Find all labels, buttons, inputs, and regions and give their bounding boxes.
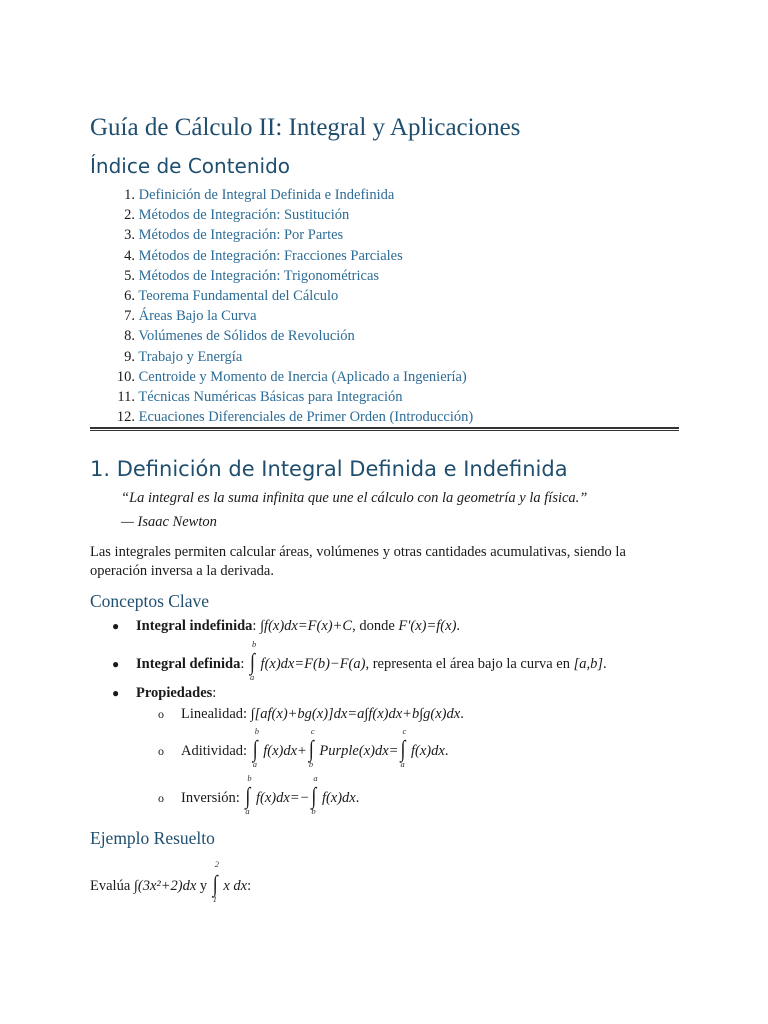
toc-link[interactable]: Métodos de Integración: Por Partes xyxy=(138,227,344,244)
toc-link[interactable]: Centroide y Momento de Inercia (Aplicado a Ingeniería) xyxy=(138,368,467,385)
integral-sign: b ∫ a xyxy=(245,773,252,816)
toc-item xyxy=(90,367,680,387)
toc-link[interactable]: Áreas Bajo la Curva xyxy=(138,308,257,325)
property-linearity: o Linealidad: ∫[af(x)+bg(x)]dx=a∫f(x)dx+b∫g(x)dx. xyxy=(158,706,464,722)
toc-item xyxy=(90,266,680,286)
toc-number: 12. xyxy=(116,409,135,426)
section-divider xyxy=(90,427,679,431)
toc-item xyxy=(90,306,680,326)
text: Evalúa xyxy=(90,878,134,894)
toc-item xyxy=(90,286,680,306)
formula: [a,b] xyxy=(573,656,603,672)
example-heading: Ejemplo Resuelto xyxy=(90,828,215,848)
toc-item xyxy=(90,205,680,225)
toc-number: 8. xyxy=(124,328,135,345)
text: , representa el área bajo la curva en xyxy=(365,656,574,672)
concepts-heading: Conceptos Clave xyxy=(90,591,210,611)
text: y xyxy=(196,878,211,894)
formula: ∫[af(x)+bg(x)]dx=a∫f(x)dx+b∫g(x)dx xyxy=(250,706,461,722)
integral-sign: c ∫ a xyxy=(400,726,407,769)
toc-item xyxy=(90,326,680,346)
intro-paragraph: Las integrales permiten calcular áreas, volúmenes y otras cantidades acumulativas, siendo la operación inversa a la derivada. xyxy=(90,544,626,579)
section-heading: 1. Definición de Integral Definida e Indefinida xyxy=(90,457,568,481)
formula: f(x)dx+ xyxy=(263,743,307,759)
toc-item xyxy=(90,407,680,427)
toc-number: 7. xyxy=(124,308,135,325)
toc-item xyxy=(90,347,680,367)
toc-item xyxy=(90,387,680,407)
term-label: Integral indefinida xyxy=(136,618,253,634)
text: , donde xyxy=(352,618,399,634)
toc-link[interactable]: Ecuaciones Diferenciales de Primer Orden (Introducción) xyxy=(138,409,474,426)
toc-link[interactable]: Técnicas Numéricas Básicas para Integración xyxy=(138,388,403,405)
toc-link[interactable]: Volúmenes de Sólidos de Revolución xyxy=(138,328,355,345)
toc-link[interactable]: Teorema Fundamental del Cálculo xyxy=(138,287,339,304)
formula: ∫f(x)dx=F(x)+C xyxy=(260,618,353,634)
toc-link[interactable]: Métodos de Integración: Sustitución xyxy=(138,207,350,224)
toc-item xyxy=(90,246,680,266)
circle-bullet-icon: o xyxy=(158,791,164,805)
property-inversion: o Inversión: b ∫ a f(x)dx=− a ∫ b f(x)dx. xyxy=(158,773,360,816)
text: : xyxy=(247,878,252,894)
quote-author: — Isaac Newton xyxy=(121,514,217,530)
toc-number: 3. xyxy=(124,227,135,244)
formula: Purple(x)dx= xyxy=(319,743,399,759)
toc-number: 1. xyxy=(124,187,135,203)
integral-sign: a ∫ b xyxy=(311,773,318,816)
property-label: Aditividad: xyxy=(181,743,251,759)
bullet-dot-icon: ● xyxy=(112,686,120,700)
integral-sign: c ∫ b xyxy=(308,726,315,769)
toc-item xyxy=(90,225,680,245)
toc-number: 11. xyxy=(117,388,135,405)
toc-heading: Índice de Contenido xyxy=(90,154,291,178)
bullet-dot-icon: ● xyxy=(112,619,120,633)
example-statement xyxy=(90,859,252,904)
circle-bullet-icon: o xyxy=(158,707,164,721)
toc-number: 6. xyxy=(124,287,135,304)
integral-sign: 2 ∫ 1 xyxy=(212,859,220,904)
toc-link[interactable]: Trabajo y Energía xyxy=(138,348,243,365)
property-label: Linealidad: xyxy=(181,706,251,722)
page-title: Guía de Cálculo II: Integral y Aplicaciones xyxy=(90,114,521,141)
formula: F′(x)=f(x) xyxy=(398,618,457,634)
bullet-definite: ● Integral definida: b ∫ a f(x)dx=F(b)−F(a), representa el área bajo la curva en [a,b]. xyxy=(112,639,607,682)
quote: “La integral es la suma infinita que une el cálculo con la geometría y la física.” xyxy=(121,490,588,506)
circle-bullet-icon: o xyxy=(158,744,164,758)
table-of-contents xyxy=(90,185,680,427)
term-label: Propiedades xyxy=(136,685,213,701)
toc-number: 10. xyxy=(116,368,135,385)
bullet-indefinite: ● Integral indefinida: ∫f(x)dx=F(x)+C, donde F′(x)=f(x). xyxy=(112,618,461,634)
toc-number: 9. xyxy=(124,348,135,365)
toc-number: 4. xyxy=(124,247,135,264)
integral-sign: b ∫ a xyxy=(249,639,257,682)
formula: f(x)dx xyxy=(321,790,356,806)
formula: x dx xyxy=(223,878,248,894)
bullet-properties: ● Propiedades: xyxy=(112,685,217,701)
term-label: Integral definida xyxy=(136,656,241,672)
toc-item xyxy=(90,185,680,205)
toc-link[interactable]: Métodos de Integración: Trigonométricas xyxy=(138,267,380,284)
formula: f(x)dx=F(b)−F(a) xyxy=(260,656,366,672)
toc-number: 2. xyxy=(124,207,135,224)
toc-link[interactable]: Métodos de Integración: Fracciones Parciales xyxy=(138,247,403,264)
toc-number: 5. xyxy=(124,267,135,284)
integral-sign: b ∫ a xyxy=(252,726,259,769)
formula: ∫(3x²+2)dx xyxy=(133,878,197,894)
property-additivity: o Aditividad: b ∫ a f(x)dx+ c ∫ b Purple(x)dx= c ∫ a f(x)dx. xyxy=(158,726,449,769)
formula: f(x)dx=− xyxy=(255,790,310,806)
bullet-dot-icon: ● xyxy=(112,657,120,671)
property-label: Inversión: xyxy=(181,790,244,806)
toc-link[interactable]: Definición de Integral Definida e Indefinida xyxy=(138,187,395,203)
formula: f(x)dx xyxy=(411,743,445,759)
